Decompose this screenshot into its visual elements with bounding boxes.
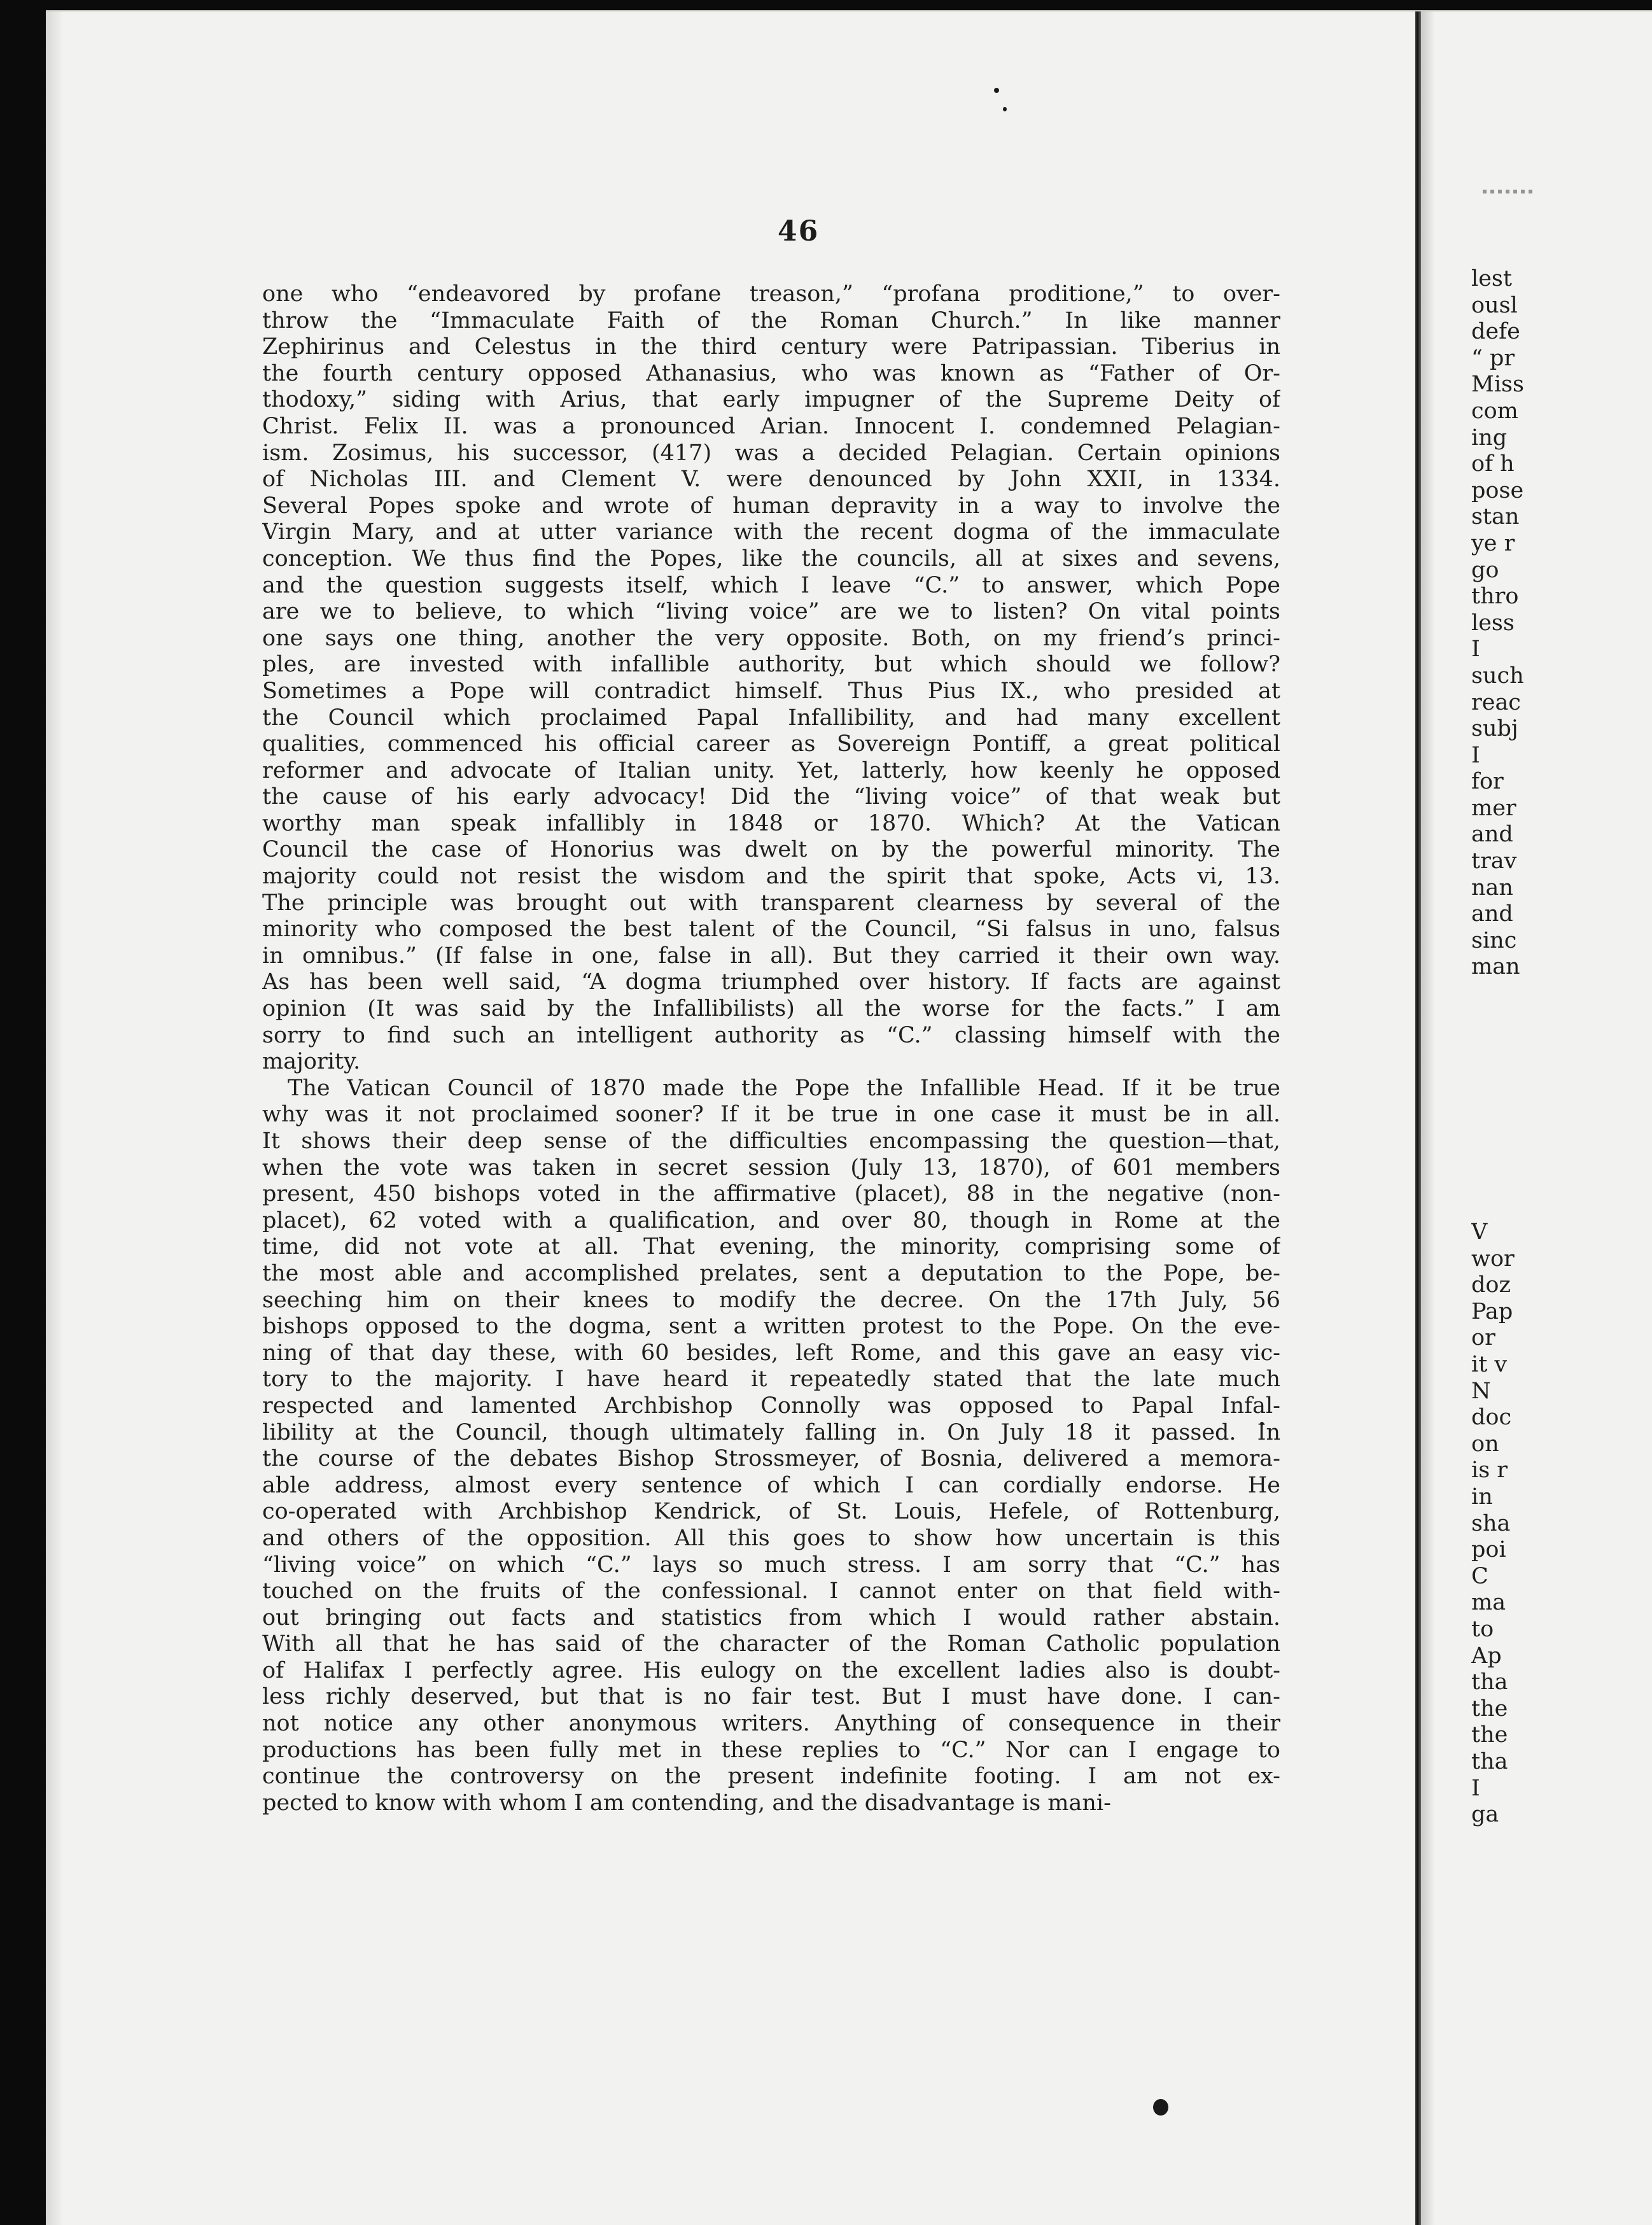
text-line: one says one thing, another the very opposite. Both, on my friend’s princi- <box>262 625 1280 651</box>
text-line: pected to know with whom I am contending, and the disadvantage is mani- <box>262 1790 1111 1816</box>
text-line: minority who composed the best talent of the Council, “Si falsus in uno, falsus <box>262 916 1280 943</box>
adjacent-text-line: Ap <box>1471 1643 1502 1669</box>
text-line: sorry to find such an intelligent authority as “C.” classing himself with the <box>262 1022 1280 1048</box>
text-line: As has been well said, “A dogma triumphed over history. If facts are against <box>262 969 1280 995</box>
text-line: Council the case of Honorius was dwelt on by the powerful minority. The <box>262 837 1280 863</box>
text-line: conception. We thus find the Popes, like the councils, all at sixes and sevens, <box>262 545 1280 572</box>
text-line: out bringing out facts and statistics from which I would rather abstain. <box>262 1604 1280 1631</box>
text-line: Virgin Mary, and at utter variance with the recent dogma of the immaculate <box>262 519 1280 545</box>
adjacent-text-line: sinc <box>1471 927 1517 953</box>
text-line: throw the “Immaculate Faith of the Roman Church.” In like manner <box>262 307 1280 333</box>
text-line: touched on the fruits of the confessional. I cannot enter on that field with- <box>262 1578 1280 1604</box>
adjacent-text-line: on <box>1471 1431 1499 1457</box>
text-line: placet), 62 voted with a qualification, and over 80, though in Rome at the <box>262 1207 1280 1233</box>
adjacent-text-line: doz <box>1471 1272 1511 1298</box>
page-edge-shadow <box>46 11 64 2225</box>
adjacent-text-line: stan <box>1471 504 1520 530</box>
adjacent-text-line: or <box>1471 1325 1495 1351</box>
adjacent-text-line: such <box>1471 663 1524 689</box>
adjacent-text-line: is r <box>1471 1457 1508 1484</box>
header-smudge <box>1483 190 1534 193</box>
adjacent-text-line: defe <box>1471 319 1520 345</box>
adjacent-text-line: the <box>1471 1695 1508 1722</box>
adjacent-text-line: I <box>1471 1775 1480 1801</box>
adjacent-text-line: doc <box>1471 1405 1512 1431</box>
adjacent-text-line: V <box>1471 1219 1488 1246</box>
adjacent-text-line: I <box>1471 742 1480 768</box>
text-line: of Halifax I perfectly agree. His eulogy on the excellent ladies also is doubt- <box>262 1657 1280 1683</box>
text-line: the most able and accomplished prelates, sent a deputation to the Pope, be- <box>262 1260 1280 1286</box>
text-line: Several Popes spoke and wrote of human depravity in a way to involve the <box>262 493 1280 519</box>
adjacent-text-line: C <box>1471 1563 1488 1589</box>
text-line: seeching him on their knees to modify the decree. On the 17th July, 56 <box>262 1287 1280 1313</box>
text-line: productions has been fully met in these replies to “C.” Nor can I engage to <box>262 1737 1280 1763</box>
ink-speck <box>1153 2099 1168 2116</box>
text-line: Christ. Felix II. was a pronounced Arian. Innocent I. condemned Pelagian- <box>262 413 1280 439</box>
adjacent-text-line: ing <box>1471 425 1508 451</box>
text-line: qualities, commenced his official career as Sovereign Pontiff, a great political <box>262 731 1280 757</box>
text-line: continue the controversy on the present indefinite footing. I am not ex- <box>262 1764 1280 1790</box>
text-line: ism. Zosimus, his successor, (417) was a decided Pelagian. Certain opinions <box>262 440 1280 466</box>
adjacent-text-line: N <box>1471 1378 1491 1404</box>
ink-speck <box>1003 107 1007 111</box>
adjacent-text-line: the <box>1471 1722 1508 1748</box>
adjacent-text-line: nan <box>1471 874 1513 901</box>
adjacent-text-line: and <box>1471 901 1513 927</box>
text-line: and the question suggests itself, which I leave “C.” to answer, which Pope <box>262 572 1280 598</box>
text-line: It shows their deep sense of the difficulties encompassing the question—that, <box>262 1128 1280 1154</box>
text-line: ning of that day these, with 60 besides, left Rome, and this gave an easy vic- <box>262 1340 1280 1366</box>
adjacent-text-line: for <box>1471 769 1504 795</box>
adjacent-text-line: tha <box>1471 1748 1508 1774</box>
text-line: majority could not resist the wisdom and the spirit that spoke, Acts vi, 13. <box>262 864 1280 890</box>
text-line: majority. <box>262 1049 361 1075</box>
adjacent-page-text-bottom <box>1471 1219 1652 1828</box>
text-line: one who “endeavored by profane treason,” “profana proditione,” to over- <box>262 281 1280 307</box>
main-text-column <box>262 281 1280 1816</box>
text-line: able address, almost every sentence of which I can cordially endorse. He <box>262 1472 1280 1498</box>
text-line: are we to believe, to which “living voice” are we to listen? On vital points <box>262 599 1280 625</box>
adjacent-text-line: com <box>1471 398 1518 424</box>
text-line: tory to the majority. I have heard it repeatedly stated that the late much <box>262 1366 1280 1393</box>
adjacent-text-line: subj <box>1471 716 1518 742</box>
adjacent-text-line: Pap <box>1471 1298 1513 1324</box>
text-line: reformer and advocate of Italian unity. Yet, latterly, how keenly he opposed <box>262 757 1280 783</box>
adjacent-text-line: sha <box>1471 1510 1511 1536</box>
text-line: the fourth century opposed Athanasius, who was known as “Father of Or- <box>262 360 1280 386</box>
text-line: why was it not proclaimed sooner? If it be true in one case it must be in all. <box>262 1102 1280 1128</box>
text-line: present, 450 bishops voted in the affirmative (placet), 88 in the negative (non- <box>262 1181 1280 1207</box>
text-line: not notice any other anonymous writers. Anything of consequence in their <box>262 1711 1280 1737</box>
adjacent-text-line: I <box>1471 636 1480 663</box>
text-line: time, did not vote at all. That evening, the minority, comprising some of <box>262 1234 1280 1260</box>
text-line: respected and lamented Archbishop Connolly was opposed to Papal Infal- <box>262 1393 1280 1419</box>
adjacent-text-line: to <box>1471 1616 1494 1642</box>
adjacent-text-line: pose <box>1471 477 1524 503</box>
adjacent-text-line: go <box>1471 557 1499 583</box>
text-line: and others of the opposition. All this goes to show how uncertain is this <box>262 1525 1280 1551</box>
adjacent-text-line: ye r <box>1471 530 1515 556</box>
text-line: ples, are invested with infallible authority, but which should we follow? <box>262 652 1280 678</box>
adjacent-text-line: less <box>1471 610 1515 636</box>
adjacent-page-text-top <box>1471 266 1652 981</box>
text-line: Sometimes a Pope will contradict himself. Thus Pius IX., who presided at <box>262 678 1280 704</box>
adjacent-text-line: ga <box>1471 1802 1499 1828</box>
text-line: thodoxy,” siding with Arius, that early impugner of the Supreme Deity of <box>262 387 1280 413</box>
text-line: co-operated with Archbishop Kendrick, of St. Louis, Hefele, of Rottenburg, <box>262 1499 1280 1525</box>
text-line: The principle was brought out with transparent clearness by several of the <box>262 890 1280 916</box>
text-line: worthy man speak infallibly in 1848 or 1870. Which? At the Vatican <box>262 810 1280 836</box>
text-line: “living voice” on which “C.” lays so much stress. I am sorry that “C.” has <box>262 1552 1280 1578</box>
adjacent-text-line: of h <box>1471 451 1515 477</box>
adjacent-text-line: wor <box>1471 1246 1515 1272</box>
text-line: in omnibus.” (If false in one, false in all). But they carried it their own way. <box>262 943 1280 969</box>
adjacent-page-text <box>1471 266 1652 1828</box>
gutter-shadow <box>1421 11 1435 2225</box>
text-line: when the vote was taken in secret session (July 13, 1870), of 601 members <box>262 1155 1280 1181</box>
adjacent-text-line: in <box>1471 1484 1493 1510</box>
adjacent-text-line: it v <box>1471 1352 1508 1377</box>
text-line: opinion (It was said by the Infallibilists) all the worse for the facts.” I am <box>262 996 1280 1022</box>
scanned-page <box>46 10 1652 2225</box>
adjacent-text-line: poi <box>1471 1537 1506 1563</box>
text-line: With all that he has said of the character of the Roman Catholic population <box>262 1631 1280 1657</box>
adjacent-text-line: and <box>1471 822 1513 848</box>
adjacent-text-line: tha <box>1471 1669 1508 1695</box>
adjacent-text-line: reac <box>1471 689 1521 715</box>
ink-speck <box>994 88 999 93</box>
text-line: less richly deserved, but that is no fair test. But I must have done. I can- <box>262 1684 1280 1710</box>
adjacent-text-line: man <box>1471 954 1520 980</box>
adjacent-text-line: mer <box>1471 795 1516 821</box>
gutter-line <box>1415 11 1421 2225</box>
text-line: Zephirinus and Celestus in the third century were Patripassian. Tiberius in <box>262 334 1280 360</box>
text-line: The Vatican Council of 1870 made the Pope the Infallible Head. If it be true <box>288 1075 1280 1101</box>
text-line: the course of the debates Bishop Strossmeyer, of Bosnia, delivered a memora- <box>262 1446 1280 1472</box>
text-line: libility at the Council, though ultimately falling in. On July 18 it passed. In <box>262 1419 1280 1445</box>
adjacent-text-line: “ pr <box>1471 345 1515 371</box>
adjacent-text-line: ma <box>1471 1590 1506 1616</box>
page-number: 46 <box>778 215 820 248</box>
adjacent-text-line: Miss <box>1471 372 1524 398</box>
text-line: the cause of his early advocacy! Did the “living voice” of that weak but <box>262 784 1280 810</box>
text-line: bishops opposed to the dogma, sent a written protest to the Pope. On the eve- <box>262 1314 1280 1340</box>
adjacent-text-line: trav <box>1471 848 1517 874</box>
text-line: the Council which proclaimed Papal Infallibility, and had many excellent <box>262 705 1280 731</box>
text-line: of Nicholas III. and Clement V. were denounced by John XXII, in 1334. <box>262 467 1280 493</box>
adjacent-text-line: ousl <box>1471 292 1518 318</box>
adjacent-text-line: thro <box>1471 584 1519 610</box>
adjacent-text-line: lest <box>1471 266 1512 291</box>
